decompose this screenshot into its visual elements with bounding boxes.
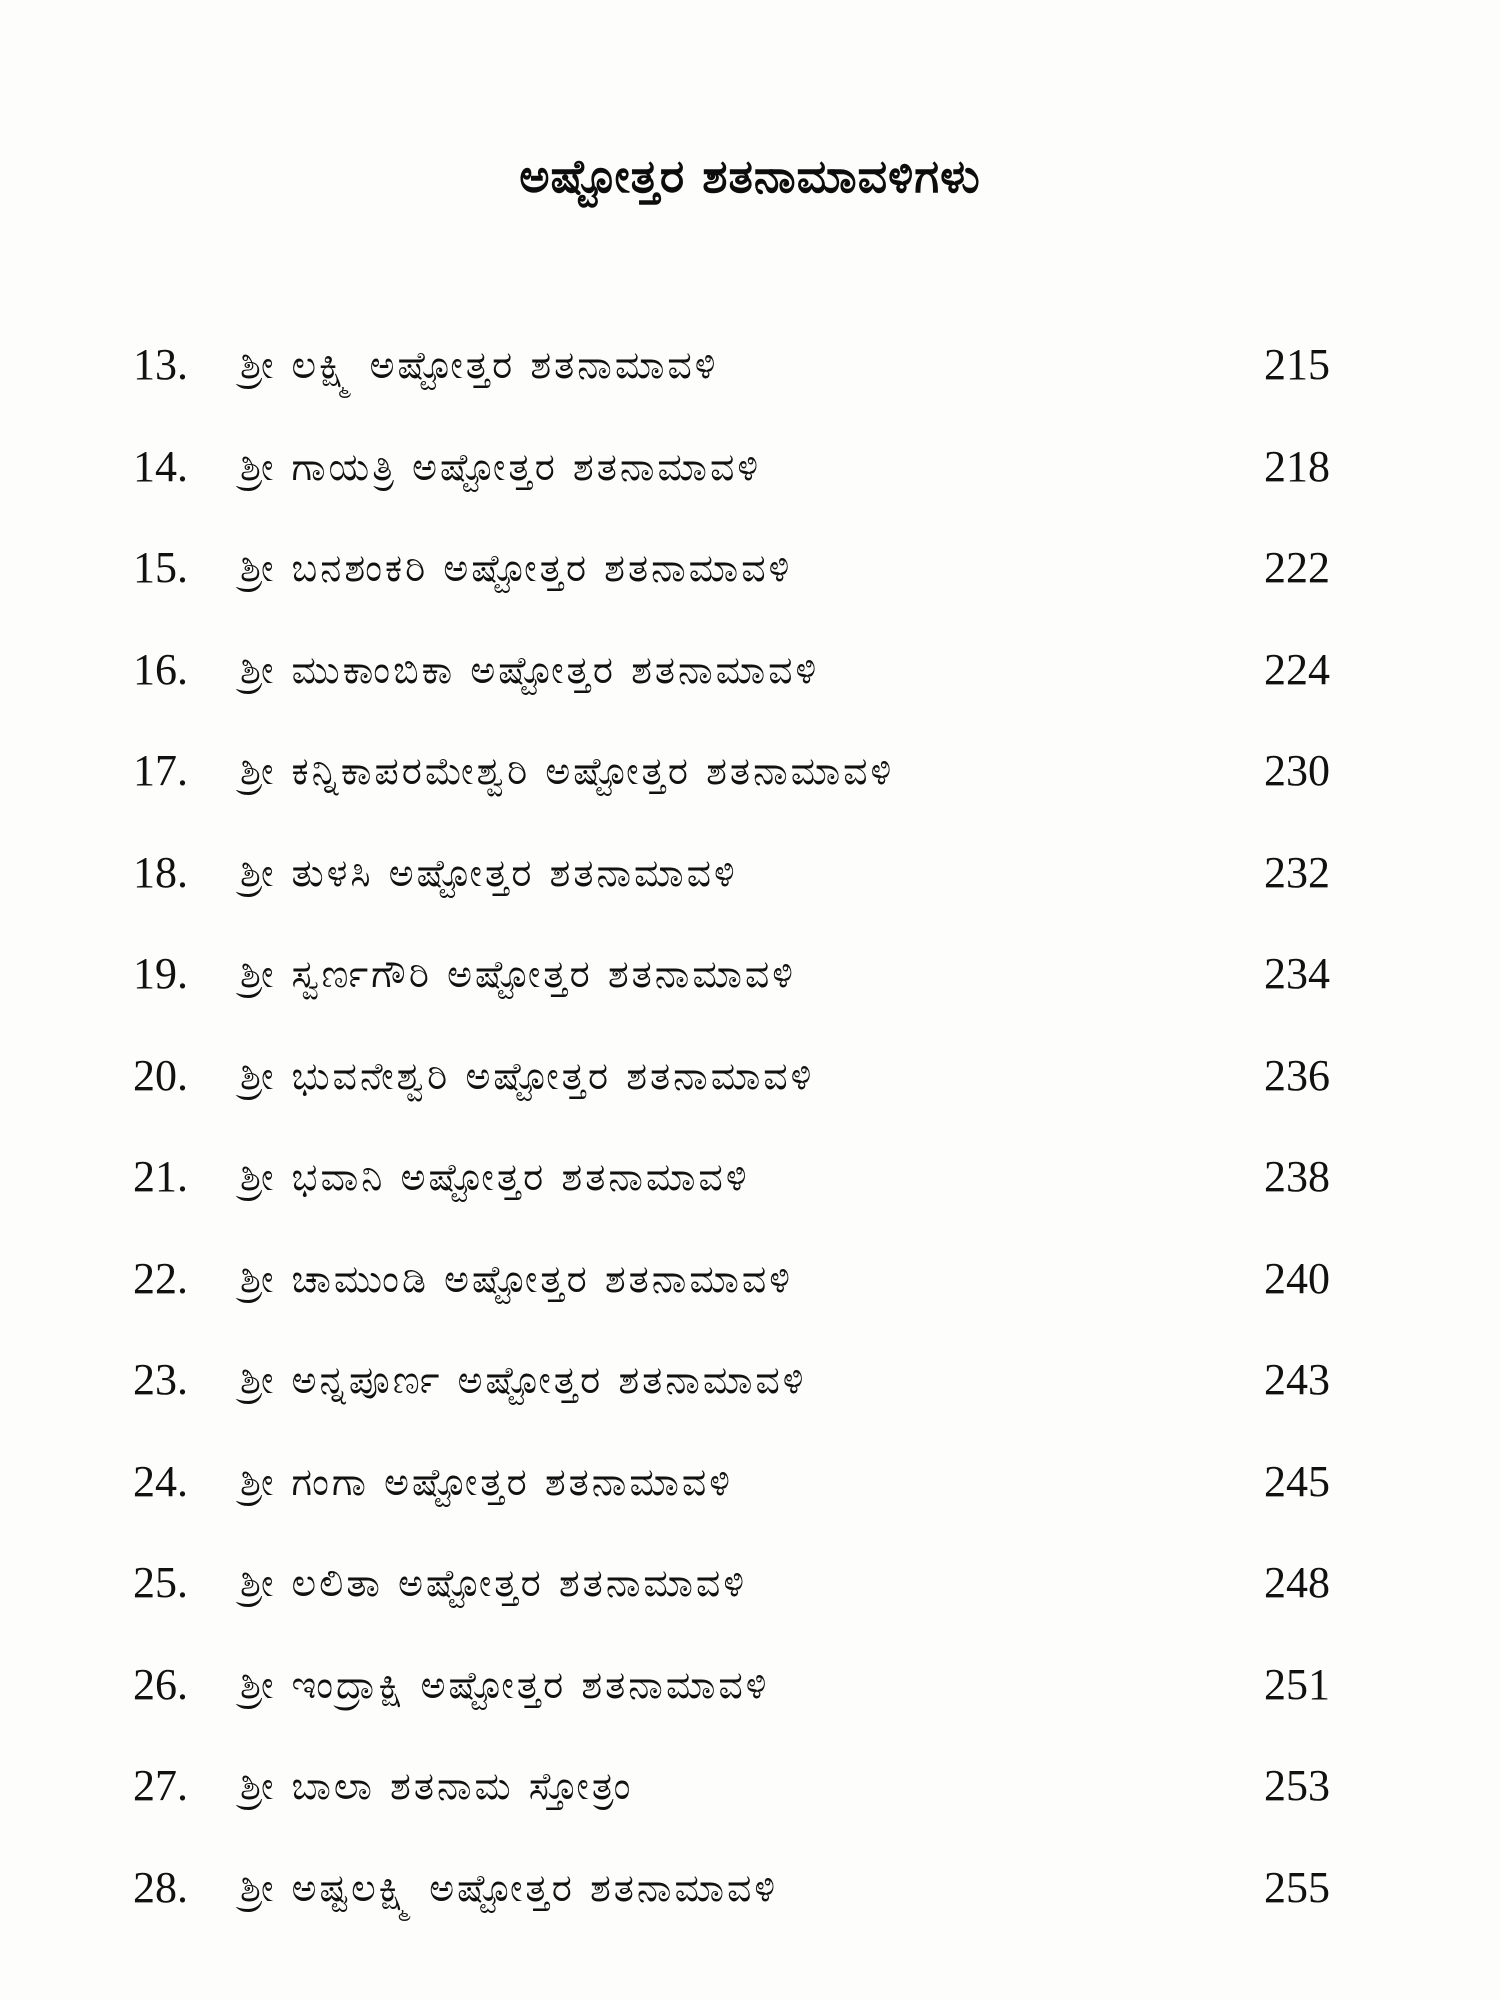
entry-number: 14. xyxy=(133,441,188,491)
entry-title: ಶ್ರೀ ಮುಕಾಂಬಿಕಾ ಅಷ್ಟೋತ್ತರ ಶತನಾಮಾವಳಿ xyxy=(240,647,820,692)
entry-page-number: 251 xyxy=(1264,1659,1330,1709)
contents-entry xyxy=(0,1234,1500,1336)
entry-title: ಶ್ರೀ ಲಲಿತಾ ಅಷ್ಟೋತ್ತರ ಶತನಾಮಾವಳಿ xyxy=(240,1561,748,1605)
page-heading: ಅಷ್ಟೋತ್ತರ ಶತನಾಮಾವಳಿಗಳು xyxy=(519,148,981,203)
entry-page-number: 255 xyxy=(1264,1862,1330,1912)
contents-entry xyxy=(0,523,1500,625)
entry-title: ಶ್ರೀ ಭುವನೇಶ್ವರಿ ಅಷ್ಟೋತ್ತರ ಶತನಾಮಾವಳಿ xyxy=(240,1053,815,1098)
entry-page-number: 236 xyxy=(1264,1050,1330,1100)
entry-number: 17. xyxy=(133,746,188,795)
entry-number: 21. xyxy=(133,1152,188,1201)
contents-entry xyxy=(0,1031,1500,1133)
entry-title: ಶ್ರೀ ಚಾಮುಂಡಿ ಅಷ್ಟೋತ್ತರ ಶತನಾಮಾವಳಿ xyxy=(240,1256,794,1301)
entry-title: ಶ್ರೀ ಅನ್ನಪೂರ್ಣ ಅಷ್ಟೋತ್ತರ ಶತನಾಮಾವಳಿ xyxy=(240,1358,807,1402)
entry-page-number: 222 xyxy=(1264,543,1330,592)
entry-page-number: 234 xyxy=(1264,949,1330,998)
entry-page-number: 253 xyxy=(1264,1761,1330,1810)
entry-title: ಶ್ರೀ ಬನಶಂಕರಿ ಅಷ್ಟೋತ್ತರ ಶತನಾಮಾವಳಿ xyxy=(240,546,793,590)
entry-number: 22. xyxy=(133,1253,188,1303)
entry-page-number: 232 xyxy=(1264,847,1330,897)
entry-title: ಶ್ರೀ ಗಂಗಾ ಅಷ್ಟೋತ್ತರ ಶತನಾಮಾವಳಿ xyxy=(240,1459,734,1504)
entry-number: 23. xyxy=(133,1355,188,1404)
entry-page-number: 240 xyxy=(1264,1253,1330,1303)
entry-page-number: 224 xyxy=(1264,644,1330,694)
entry-number: 25. xyxy=(133,1558,188,1607)
contents-entry xyxy=(0,625,1500,727)
entry-number: 15. xyxy=(133,543,188,592)
contents-entry xyxy=(0,1437,1500,1539)
entry-page-number: 245 xyxy=(1264,1456,1330,1506)
entry-number: 16. xyxy=(133,644,188,694)
entry-number: 24. xyxy=(133,1456,188,1506)
entry-title: ಶ್ರೀ ಅಷ್ಟಲಕ್ಷ್ಮಿ ಅಷ್ಟೋತ್ತರ ಶತನಾಮಾವಳಿ xyxy=(240,1865,779,1910)
entry-page-number: 218 xyxy=(1264,441,1330,491)
contents-entry xyxy=(0,726,1500,828)
entry-title: ಶ್ರೀ ತುಳಸಿ ಅಷ್ಟೋತ್ತರ ಶತನಾಮಾವಳಿ xyxy=(240,850,738,895)
entry-number: 28. xyxy=(133,1862,188,1912)
entry-number: 26. xyxy=(133,1659,188,1709)
contents-entry xyxy=(0,1741,1500,1843)
entry-page-number: 230 xyxy=(1264,746,1330,795)
entry-number: 19. xyxy=(133,949,188,998)
entry-number: 27. xyxy=(133,1761,188,1810)
contents-entry xyxy=(0,1843,1500,1945)
entry-page-number: 215 xyxy=(1264,340,1330,389)
entry-number: 20. xyxy=(133,1050,188,1100)
entry-title: ಶ್ರೀ ಬಾಲಾ ಶತನಾಮ ಸ್ತೋತ್ರಂ xyxy=(240,1764,634,1808)
entry-number: 18. xyxy=(133,847,188,897)
contents-entry xyxy=(0,1132,1500,1234)
entry-title: ಶ್ರೀ ಭವಾನಿ ಅಷ್ಟೋತ್ತರ ಶತನಾಮಾವಳಿ xyxy=(240,1155,750,1199)
contents-list xyxy=(0,320,1500,1944)
entry-title: ಶ್ರೀ ಸ್ವರ್ಣಗೌರಿ ಅಷ್ಟೋತ್ತರ ಶತನಾಮಾವಳಿ xyxy=(240,952,797,996)
entry-title: ಶ್ರೀ ಇಂದ್ರಾಕ್ಷಿ ಅಷ್ಟೋತ್ತರ ಶತನಾಮಾವಳಿ xyxy=(240,1662,770,1707)
contents-entry xyxy=(0,422,1500,524)
contents-entry xyxy=(0,1538,1500,1640)
contents-entry xyxy=(0,320,1500,422)
entry-title: ಶ್ರೀ ಲಕ್ಷ್ಮಿ ಅಷ್ಟೋತ್ತರ ಶತನಾಮಾವಳಿ xyxy=(240,343,719,387)
entry-title: ಶ್ರೀ ಕನ್ನಿಕಾಪರಮೇಶ್ವರಿ ಅಷ್ಟೋತ್ತರ ಶತನಾಮಾವಳಿ xyxy=(240,749,895,793)
entry-number: 13. xyxy=(133,340,188,389)
entry-title: ಶ್ರೀ ಗಾಯತ್ರಿ ಅಷ್ಟೋತ್ತರ ಶತನಾಮಾವಳಿ xyxy=(240,444,762,489)
contents-entry xyxy=(0,929,1500,1031)
contents-entry xyxy=(0,828,1500,930)
entry-page-number: 248 xyxy=(1264,1558,1330,1607)
entry-page-number: 243 xyxy=(1264,1355,1330,1404)
entry-page-number: 238 xyxy=(1264,1152,1330,1201)
contents-entry xyxy=(0,1335,1500,1437)
contents-entry xyxy=(0,1640,1500,1742)
